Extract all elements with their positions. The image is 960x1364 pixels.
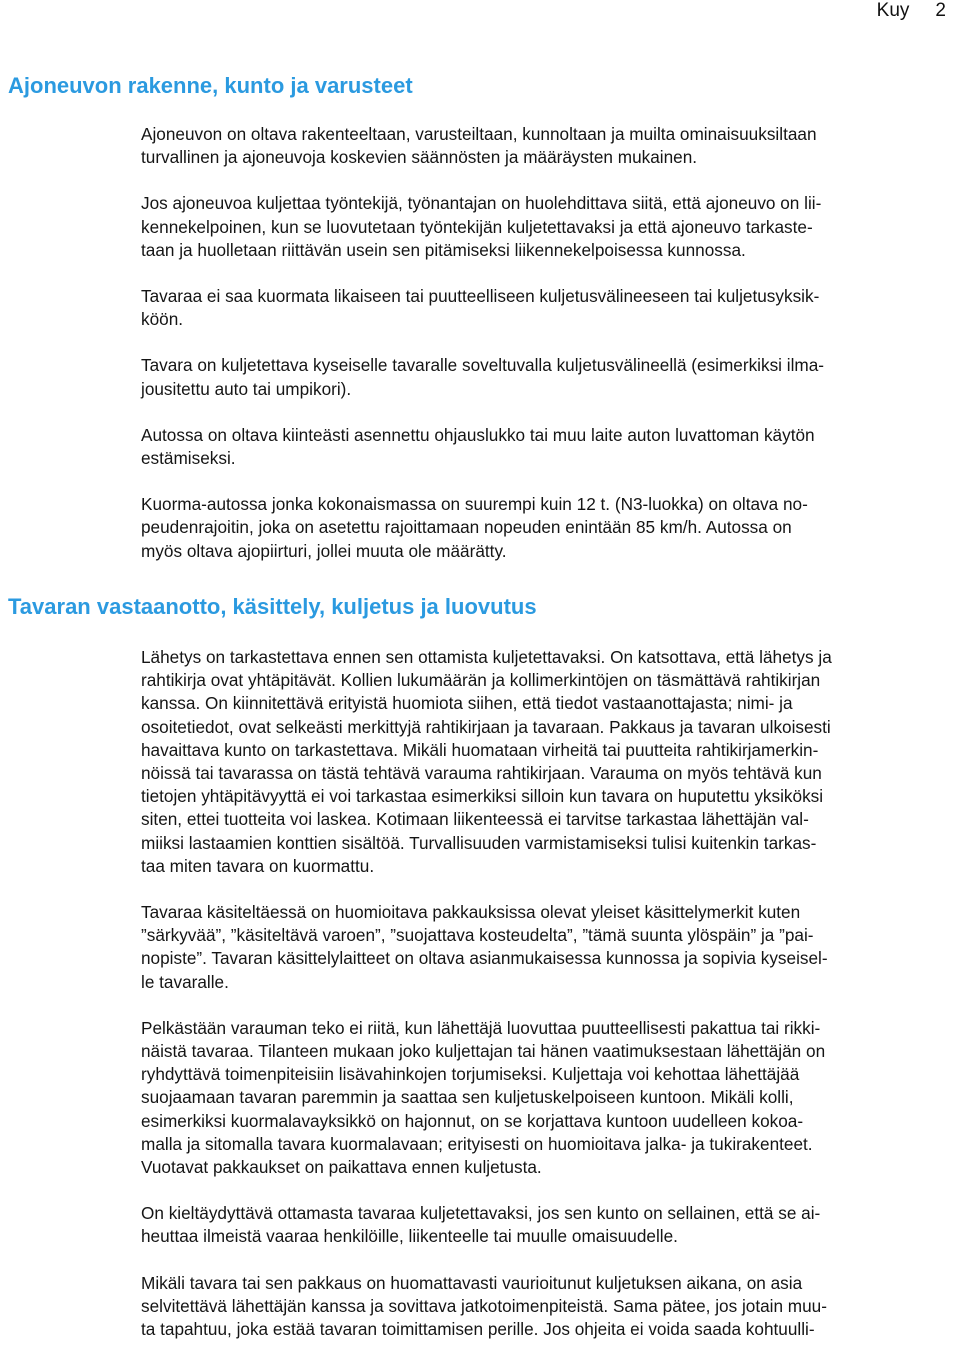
paragraph: Tavaraa ei saa kuormata likaiseen tai puutteelliseen kuljetusvälineeseen tai kuljetusyksik- köön. <box>141 286 820 330</box>
section-heading-goods-handling: Tavaran vastaanotto, käsittely, kuljetus ja luovutus <box>8 594 537 619</box>
paragraph: On kieltäydyttävä ottamasta tavaraa kuljetettavaksi, jos sen kunto on sellainen, että se ai- heuttaa ilmeistä vaaraa henkilöille, liikenteelle tai muulle omaisuudelle. <box>141 1203 821 1247</box>
section-heading-vehicle: Ajoneuvon rakenne, kunto ja varusteet <box>8 73 413 98</box>
paragraph: Tavara on kuljetettava kyseiselle tavaralle soveltuvalla kuljetusvälineellä (esimerkiksi ilma- jousitettu auto tai umpikori). <box>141 355 825 399</box>
paragraph: Mikäli tavara tai sen pakkaus on huomattavasti vaurioitunut kuljetuksen aikana, on asia selvitettävä lähettäjän kanssa ja sovittava jatkotoimenpiteistä. Sama pätee, jos jotain muu- ta tapahtuu, joka estää tavaran toimittamisen perille. Jos ohjeita ei voida saada kohtuulli- <box>141 1272 827 1340</box>
paragraph: Ajoneuvon on oltava rakenteeltaan, varusteiltaan, kunnoltaan ja muilta ominaisuuksiltaan turvallinen ja ajoneuvoja koskevien säännösten ja määräysten mukainen. <box>141 124 817 168</box>
paragraph: Autossa on oltava kiinteästi asennettu ohjauslukko tai muu laite auton luvattoman käytön estämiseksi. <box>141 424 815 469</box>
header-author: Kuy <box>876 0 910 21</box>
paragraph: Kuorma-autossa jonka kokonaismassa on suurempi kuin 12 t. (N3-luokka) on oltava no- peudenrajoitin, joka on asetettu rajoittamaan nopeuden enintään 85 km/h. Autossa on myös oltava ajopiirturi, jollei muuta ole määrätty. <box>141 494 808 561</box>
section-body-goods-handling <box>141 646 959 1364</box>
paragraph: Tavaraa käsiteltäessä on huomioitava pakkauksissa olevat yleiset käsittelymerkit kuten ”särkyvää”, ”käsiteltävä varoen”, ”suojattava kosteudelta”, ”tämä suunta ylöspäin” ja ”pai- nopiste”. Tavaran käsittelylaitteet on oltava asianmukaisessa kunnossa ja sopivia kyseisel- le tavaralle. <box>141 902 828 992</box>
section-body-vehicle <box>141 123 959 586</box>
page-number: 2 <box>935 0 946 21</box>
paragraph: Pelkästään varauman teko ei riitä, kun lähettäjä luovuttaa puutteellisesti pakattua tai rikki- näistä tavaraa. Tilanteen mukaan joko kuljettajan tai hänen vaatimuksestaan lähettäjän on ryhdyttävä toimenpiteisiin lisävahinkojen torjumiseksi. Kuljettaja voi kehottaa lähettäjää suojaamaan tavaran paremmin ja saattaa sen kuljetuskelpoiseen kuntoon. Mikäli kolli, esimerkiksi kuormalavayksikkö on hajonnut, on se korjattava kuntoon uudelleen kokoa- malla ja sitomalla tavara kuormalavaan; erityisesti on huomioitava jalka- ja tukirakenteet. Vuotavat pakkaukset on paikattava ennen kuljetusta. <box>141 1017 826 1178</box>
paragraph: Lähetys on tarkastettava ennen sen ottamista kuljetettavaksi. On katsottava, että lähetys ja rahtikirja ovat yhtäpitävät. Kollien lukumäärän ja kollimerkintöjen on täsmättävä rahtikirjan kanssa. On kiinnitettävä erityistä huomiota siihen, että tiedot vastaanottajasta; nimi- ja osoitetiedot, ovat selkeästi merkittyjä rahtikirjaan ja tavaraan. Pakkaus ja tavaran ulkoisesti havaittava kunto on tarkastettava. Mikäli huomataan virheitä tai puutteita rahtikirjamerkin- nöissä tai tavarassa on tästä tehtävä varauma rahtikirjaan. Varauma on myös tehtävä kun tietojen yhtäpitävyyttä ei voi tarkastaa esimerkiksi silloin kun tavara on huputettu yksiköksi siten, ettei tuotteita voi laskea. Kotimaan liikenteessä ei tarvitse tarkastaa lähettäjän val- miiksi lastaamien konttien sisältöä. Turvallisuuden varmistamiseksi tulisi kuitenkin tarkas- taa miten tavara on kuormattu. <box>141 647 832 876</box>
paragraph: Jos ajoneuvoa kuljettaa työntekijä, työnantajan on huolehdittava siitä, että ajoneuvo on lii- kennekelpoinen, kun se luovutetaan työntekijän kuljetettavaksi ja että ajoneuvo tarkaste- taan ja huolletaan riittävän usein sen pitämiseksi liikennekelpoisessa kunnossa. <box>141 193 822 260</box>
page-header <box>877 0 946 22</box>
